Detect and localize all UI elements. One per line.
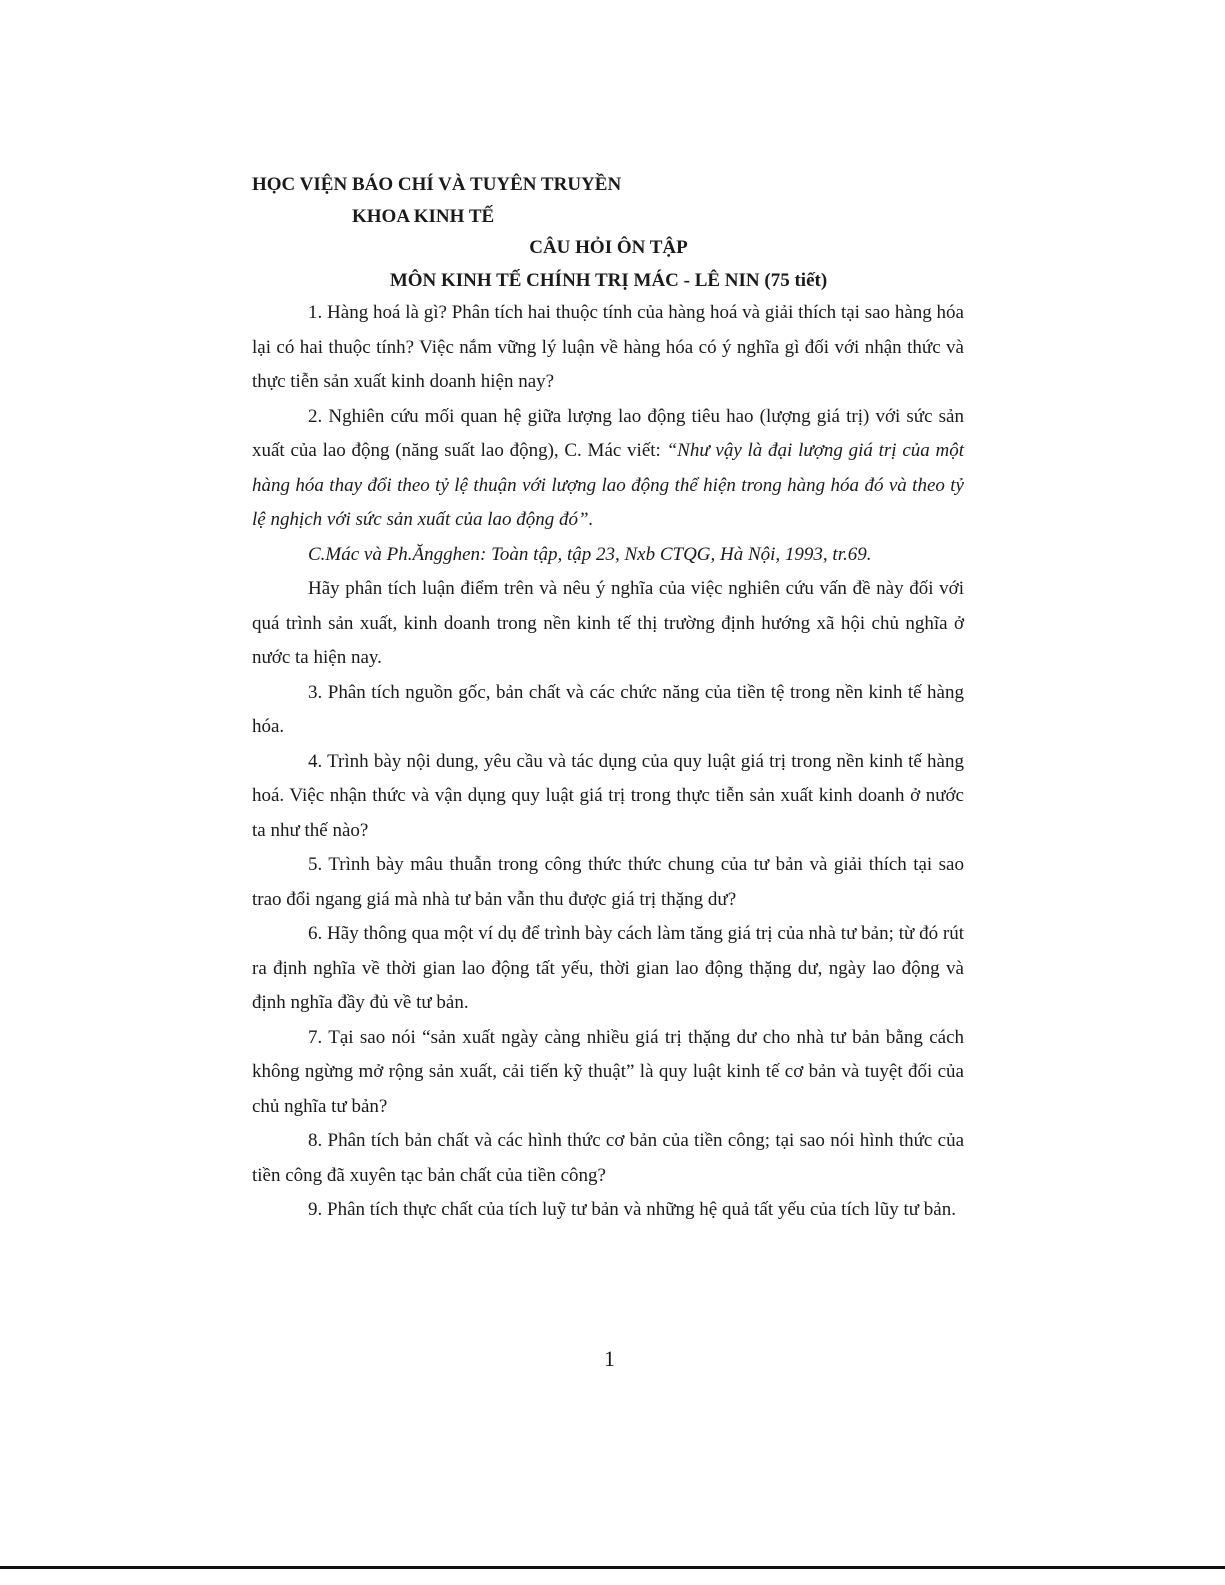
question-8: 8. Phân tích bản chất và các hình thức cơ bản của tiền công; tại sao nói hình thức của tiền công đã xuyên tạc bản chất của tiền công? [252,1130,964,1186]
question-2 [252,400,964,538]
question-3: 3. Phân tích nguồn gốc, bản chất và các chức năng của tiền tệ trong nền kinh tế hàng hóa. [252,681,964,737]
question-7: 7. Tại sao nói “sản xuất ngày càng nhiều giá trị thặng dư cho nhà tư bản bằng cách không ngừng mở rộng sản xuất, cải tiến kỹ thuật” là quy luật kinh tế cơ bản và tuyệt đối của chủ nghĩa tư bản? [252,1026,964,1117]
document-title [0,237,1225,259]
question-list [252,296,964,1228]
question-4: 4. Trình bày nội dung, yêu cầu và tác dụng của quy luật giá trị trong nền kinh tế hàng hoá. Việc nhận thức và vận dụng quy luật giá trị trong thực tiễn sản xuất kinh doanh ở nước ta như thế nào? [252,750,964,841]
question-2-lead: 2. Nghiên cứu mối quan hệ giữa lượng lao động tiêu hao (lượng giá trị) với sức sản xuất của lao động (năng suất lao động), C. Mác viết: [252,405,964,461]
quote-citation: C.Mác và Ph.Ăngghen: Toàn tập, tập 23, Nxb CTQG, Hà Nội, 1993, tr.69. [308,543,872,565]
bottom-divider [0,1566,1225,1569]
question-2-task: Hãy phân tích luận điểm trên và nêu ý nghĩa của việc nghiên cứu vấn đề này đối với quá trình sản xuất, kinh doanh trong nền kinh tế thị trường định hướng xã hội chủ nghĩa ở nước ta hiện nay. [252,578,964,668]
page-number [0,1346,1225,1372]
faculty-name: KHOA KINH TẾ [352,206,495,227]
page-number-text: 1 [604,1346,615,1371]
question-6: 6. Hãy thông qua một ví dụ để trình bày cách làm tăng giá trị của nhà tư bản; từ đó rút ra định nghĩa về thời gian lao động tất yếu, thời gian lao động thặng dư, ngày lao động và định nghĩa đầy đủ về tư bản. [252,923,964,1013]
question-2-quote: “Như vậy là đại lượng giá trị của một hàng hóa thay đổi theo tỷ lệ thuận với lượng lao động thể hiện trong hàng hóa đó và theo tỷ lệ nghịch với sức sản xuất của lao động đó”. [252,440,964,530]
question-5: 5. Trình bày mâu thuẫn trong công thức thức chung của tư bản và giải thích tại sao trao đổi ngang giá mà nhà tư bản vẫn thu được giá trị thặng dư? [252,854,964,910]
document-subtitle-text: MÔN KINH TẾ CHÍNH TRỊ MÁC - LÊ NIN (75 tiết) [389,270,828,291]
school-name: HỌC VIỆN BÁO CHÍ VÀ TUYÊN TRUYỀN [252,174,622,195]
question-1: 1. Hàng hoá là gì? Phân tích hai thuộc tính của hàng hoá và giải thích tại sao hàng hóa lại có hai thuộc tính? Việc nắm vững lý luận về hàng hóa có ý nghĩa gì đối với nhận thức và thực tiễn sản xuất kinh doanh hiện nay? [252,302,964,392]
document-title-text: CÂU HỎI ÔN TẬP [529,237,688,258]
document-subtitle [0,270,1225,292]
question-9: 9. Phân tích thực chất của tích luỹ tư bản và những hệ quả tất yếu của tích lũy tư bản. [308,1199,956,1220]
